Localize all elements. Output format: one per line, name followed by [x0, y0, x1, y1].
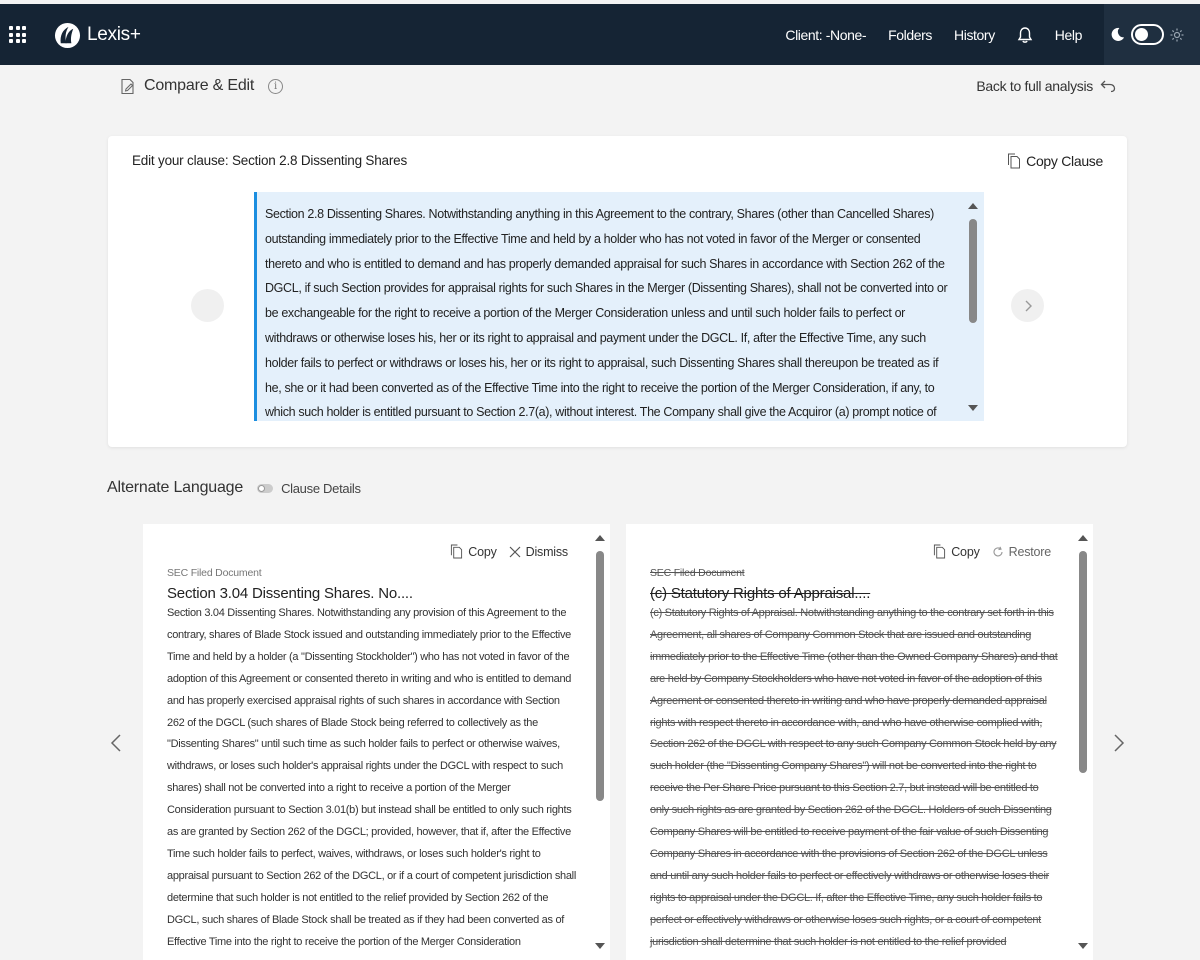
copy-icon — [1007, 153, 1021, 169]
chevron-right-icon — [1023, 299, 1033, 313]
theme-toggle-group — [1104, 4, 1200, 65]
dark-mode-toggle[interactable] — [1131, 24, 1164, 45]
clause-editor-text[interactable]: Section 2.8 Dissenting Shares. Notwithstanding anything in this Agreement to the contrary, Shares (other than Cancelled Shares) outstanding immediately prior to the Effective Time and held by a holder who has not voted in favor of the Merger or consented thereto and who is entitled to demand and has properly demanded appraisal for such Shares in accordance with Section 262 of the DGCL, if such Section provides for appraisal rights for such Shares in the Merger (Dissenting Shares), shall not be converted into or be exchangeable for the right to receive a portion of the Merger Consideration unless and until such holder fails to perfect or withdraws or otherwise loses his, her or its right to appraisal and payment under the DGCL. If, after the Effective Time, any such holder fails to perfect or withdraws or loses his, her or its right to appraisal, such Dissenting Shares shall thereupon be treated as if he, she or it had been converted as of the Effective Time into the right to receive the portion of the Merger Consideration, if any, to which such holder is entitled pursuant to Section 2.7(a), without interest. The Company shall give the Acquiror (a) prompt notice of — [265, 207, 948, 420]
restore-label: Restore — [1008, 544, 1051, 559]
top-nav — [785, 4, 1200, 65]
nav-history[interactable]: History — [954, 26, 995, 43]
card-actions — [933, 544, 1051, 559]
edit-clause-heading: Edit your clause: Section 2.8 Dissenting Shares — [132, 153, 408, 168]
alternate-card-dismissed — [626, 524, 1093, 960]
scrollbar-thumb[interactable] — [969, 219, 977, 323]
lexis-logo[interactable] — [54, 21, 141, 49]
clause-details-label: Clause Details — [281, 480, 361, 496]
close-icon — [509, 546, 521, 558]
copy-clause-label: Copy Clause — [1026, 153, 1103, 169]
back-link-label: Back to full analysis — [976, 78, 1093, 94]
restore-button[interactable] — [992, 545, 1051, 559]
dismiss-label: Dismiss — [525, 544, 568, 559]
copy-icon — [933, 544, 946, 559]
previous-clause-button[interactable] — [191, 289, 224, 322]
return-arrow-icon — [1100, 79, 1116, 93]
scrollbar-thumb[interactable] — [1079, 551, 1087, 773]
clause-editor-scrollbar[interactable] — [968, 203, 978, 411]
clause-details-toggle[interactable] — [257, 484, 273, 493]
nav-client[interactable]: Client: -None- — [785, 26, 867, 43]
next-alternate-button[interactable] — [1112, 732, 1126, 760]
logo-text: Lexis+ — [87, 24, 141, 45]
scroll-up-arrow[interactable] — [968, 203, 978, 209]
scroll-down-arrow[interactable] — [1078, 943, 1088, 949]
chevron-right-icon — [1112, 732, 1126, 754]
top-nav-bar — [0, 4, 1200, 65]
sun-icon — [1170, 28, 1184, 42]
nav-folders[interactable]: Folders — [888, 26, 933, 43]
clause-editor[interactable] — [254, 192, 984, 421]
card-body-text: (c) Statutory Rights of Appraisal. Notwithstanding anything to the contrary set forth in this Agreement, all shares of Company Common Stock that are issued and outstanding immediately prior to the Effective Time (other than the Owned Company Shares) and that are held by Company Stockholders who have not voted in favor of the adoption of this Agreement or consented thereto in writing and who have properly demanded appraisal rights with respect thereto in accordance with, and who have otherwise complied with, Section 262 of the DGCL with respect to any such Company Common Stock held by any such holder (the "Dissenting Company Shares") will not be converted into the right to receive the Per Share Price pursuant to this Section 2.7, but instead will be entitled to only such rights as are granted by Section 262 of the DGCL. Holders of such Dissenting Company Shares will be entitled to receive payment of the fair value of such Dissenting Company Shares in accordance with the provisions of Section 262 of the DGCL unless and until any such holder fails to perfect or effectively withdraws or otherwise loses their rights to appraisal under the DGCL. If, after the Effective Time, any such holder fails to perfect or effectively withdraws or otherwise loses such rights, or a court of competent jurisdiction shall determine that such holder is not entitled to the relief provided — [650, 607, 1058, 948]
card-title: (c) Statutory Rights of Appraisal.... — [650, 585, 871, 602]
card-actions — [450, 544, 568, 559]
card-scrollbar[interactable] — [1078, 535, 1088, 949]
scroll-down-arrow[interactable] — [968, 405, 978, 411]
page-header — [120, 77, 283, 95]
restore-icon — [992, 546, 1004, 558]
copy-button[interactable] — [933, 544, 979, 559]
source-label: SEC Filed Document — [650, 567, 745, 579]
app-grid-icon[interactable] — [9, 26, 26, 43]
copy-button[interactable] — [450, 544, 496, 559]
moon-icon — [1110, 27, 1125, 42]
page-title: Compare & Edit — [144, 77, 255, 94]
chevron-left-icon — [109, 732, 123, 754]
lexis-logo-icon — [54, 22, 81, 49]
dismiss-button[interactable] — [509, 545, 568, 559]
edit-clause-card — [108, 136, 1127, 447]
card-title: Section 3.04 Dissenting Shares. No.... — [167, 585, 413, 602]
copy-icon — [450, 544, 463, 559]
alternate-card — [143, 524, 610, 960]
alternate-language-title: Alternate Language — [107, 479, 244, 496]
alternate-language-header — [107, 479, 361, 497]
source-label: SEC Filed Document — [167, 567, 262, 579]
scrollbar-thumb[interactable] — [596, 551, 604, 801]
card-scrollbar[interactable] — [595, 535, 605, 949]
copy-clause-button[interactable] — [1007, 153, 1103, 169]
scroll-up-arrow[interactable] — [595, 535, 605, 541]
card-body-text: Section 3.04 Dissenting Shares. Notwithstanding any provision of this Agreement to the contrary, shares of Blade Stock issued and outstanding immediately prior to the Effective Time and held by a holder (a "Dissenting Stockholder") who has not voted in favor of the adoption of this Agreement or consented thereto in writing and who is entitled to demand and has properly exercised appraisal rights of such shares in accordance with Section 262 of the DGCL (such shares of Blade Stock being referred to collectively as the "Dissenting Shares" until such time as such holder fails to perfect or otherwise waives, withdraws, or loses such holder's appraisal rights under the DGCL with respect to such shares) shall not be converted into a right to receive a portion of the Merger Consideration pursuant to Section 3.01(b) but instead shall be entitled to only such rights as are granted by Section 262 of the DGCL; provided, however, that if, after the Effective Time such holder fails to perfect, waives, withdraws, or loses such holder's right to appraisal pursuant to Section 262 of the DGCL, or if a court of competent jurisdiction shall determine that such holder is not entitled to the relief provided by Section 262 of the DGCL, such shares of Blade Stock shall be treated as if they had been converted as of Effective Time into the right to receive the portion of the Merger Consideration — [167, 607, 576, 948]
scroll-down-arrow[interactable] — [595, 943, 605, 949]
info-icon[interactable]: i — [268, 79, 283, 94]
next-clause-button[interactable] — [1011, 289, 1044, 322]
edit-document-icon — [120, 78, 136, 95]
back-to-full-analysis-link[interactable] — [976, 78, 1116, 94]
copy-label: Copy — [951, 544, 980, 559]
bell-icon[interactable] — [1017, 26, 1033, 44]
copy-label: Copy — [468, 544, 497, 559]
nav-help[interactable]: Help — [1054, 26, 1082, 43]
previous-alternate-button[interactable] — [109, 732, 123, 760]
scroll-up-arrow[interactable] — [1078, 535, 1088, 541]
